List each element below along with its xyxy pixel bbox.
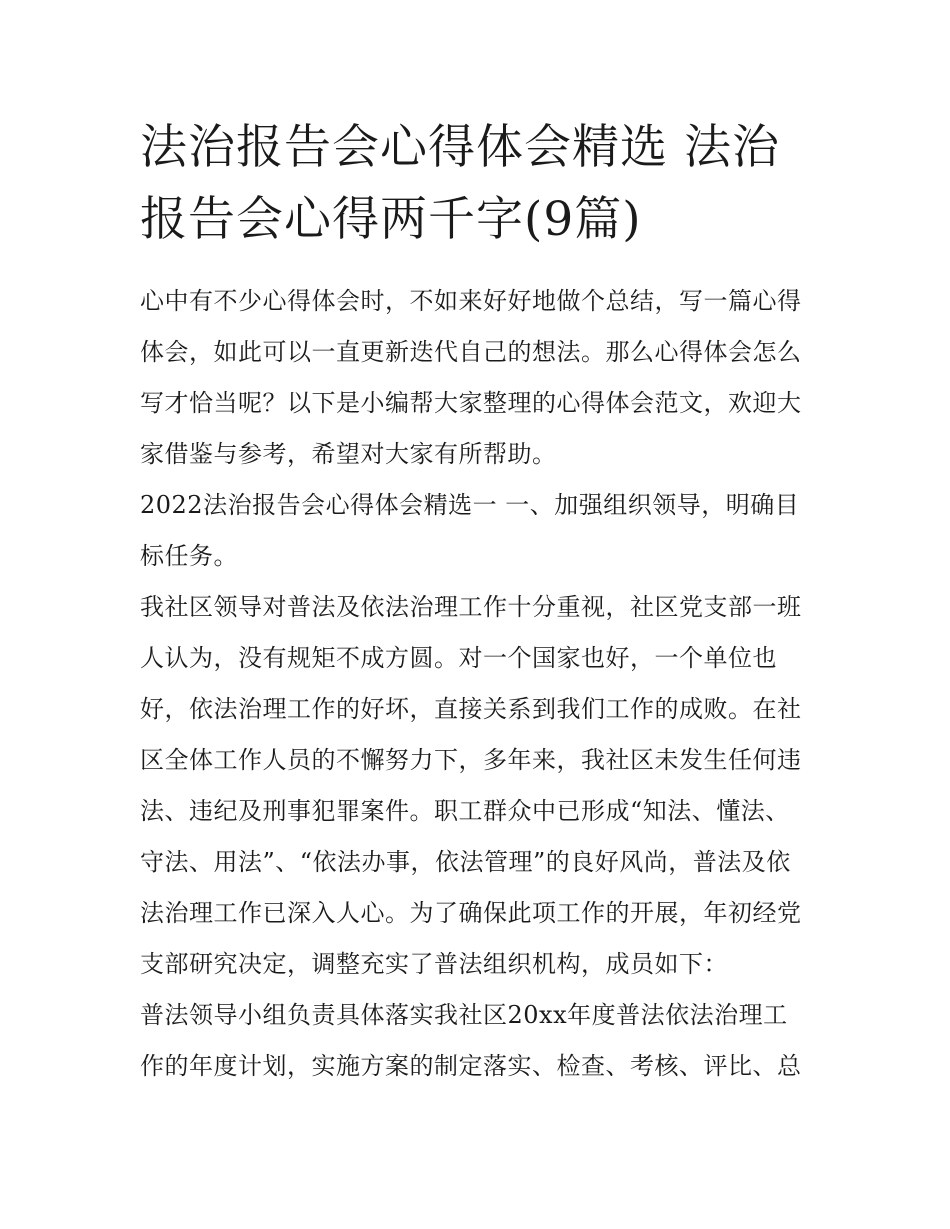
paragraph-body: 我社区领导对普法及依法治理工作十分重视，社区党支部一班人认为，没有规矩不成方圆。对一个国家也好，一个单位也好，依法治理工作的好坏，直接关系到我们工作的成败。在社区全体工作人员的不懈努力下，多年来，我社区未发生任何违法、违纪及刑事犯罪案件。职工群众中已形成“知法、懂法、守法、用法”、“依法办事，依法管理”的良好风尚，普法及依法治理工作已深入人心。为了确保此项工作的开展，年初经党支部研究决定，调整充实了普法组织机构，成员如下： — [140, 593, 802, 978]
document-page — [140, 112, 812, 1092]
paragraph-section-heading: 2022法治报告会心得体会精选一 一、加强组织领导，明确目标任务。 — [140, 491, 800, 570]
paragraph-intro: 心中有不少心得体会时，不如来好好地做个总结，写一篇心得体会，如此可以一直更新迭代自己的想法。那么心得体会怎么写才恰当呢？以下是小编帮大家整理的心得体会范文，欢迎大家借鉴与参考，希望对大家有所帮助。 — [140, 287, 802, 468]
paragraph-continued: 普法领导小组负责具体落实我社区20xx年度普法依法治理工作的年度计划，实施方案的制定落实、检查、考核、评比、总 — [140, 1001, 802, 1080]
document-title: 法治报告会心得体会精选 法治报告会心得两千字(9篇) — [140, 120, 780, 247]
